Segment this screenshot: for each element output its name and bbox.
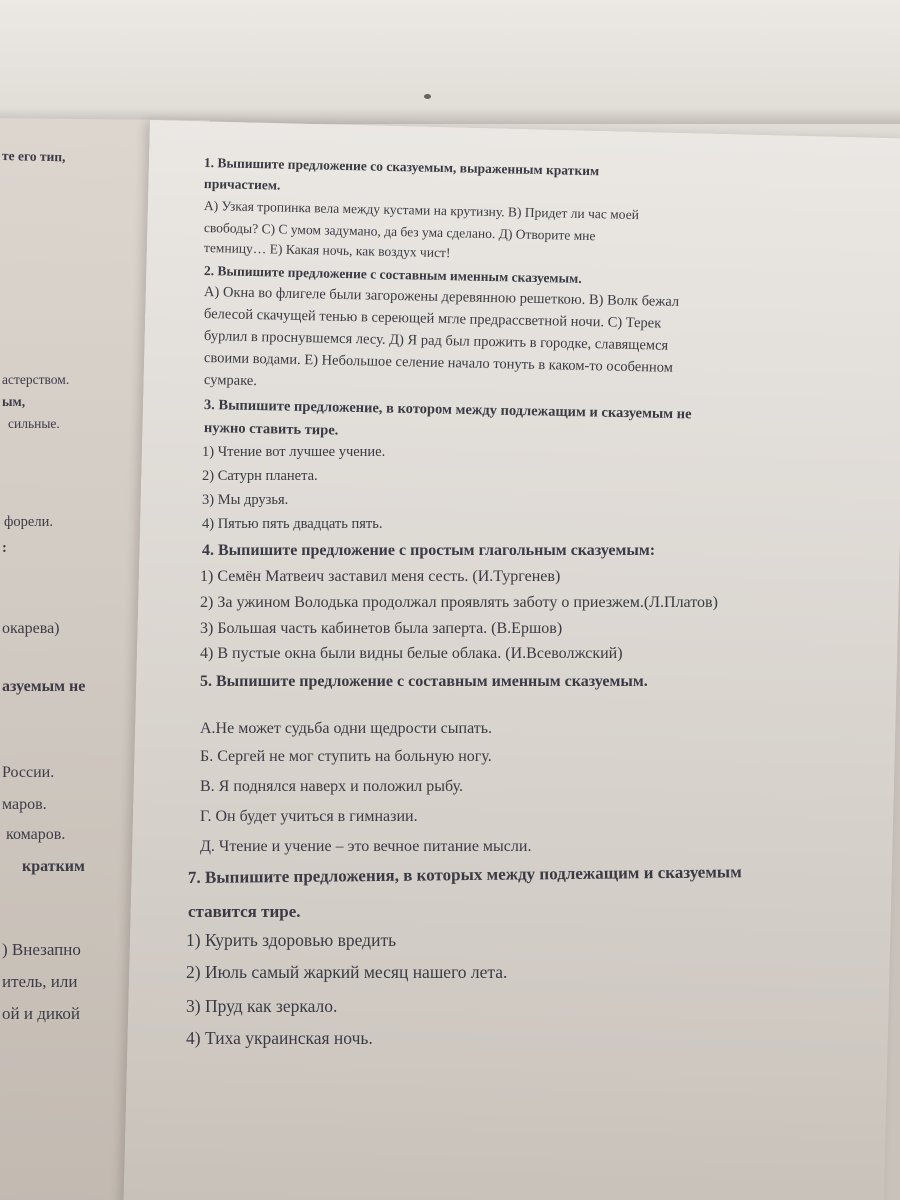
left-fragment: окарева) xyxy=(2,620,60,637)
task-7-option: 2) Июль самый жаркий месяц нашего лета. xyxy=(186,962,508,982)
task-7-option: 4) Тиха украинская ночь. xyxy=(186,1028,373,1048)
task-5-heading: 5. Выпишите предложение с составным именным сказуемым. xyxy=(200,673,648,690)
task-3-heading: 3. Выпишите предложение, в котором между подлежащим и сказуемым не xyxy=(203,397,692,423)
task-5-option: Д. Чтение и учение – это вечное питание мысли. xyxy=(200,838,532,855)
left-fragment: сильные. xyxy=(8,416,60,431)
left-fragment: итель, или xyxy=(2,972,78,991)
task-3-option: 4) Пятью пять двадцать пять. xyxy=(202,516,383,532)
left-fragment: астерством. xyxy=(2,372,70,387)
task-3-option: 3) Мы друзья. xyxy=(202,492,289,508)
left-fragment: комаров. xyxy=(6,826,66,843)
left-fragment: ой и дикой xyxy=(2,1004,80,1023)
task-3-option: 2) Сатурн планета. xyxy=(202,468,318,484)
task-2-option-line: А) Окна во флигеле были загорожены деревянною решеткою. В) Волк бежал xyxy=(203,284,680,310)
left-fragment: те его тип, xyxy=(1,148,66,165)
task-1-heading-cont: причастием. xyxy=(203,176,281,193)
task-1-option-line: А) Узкая тропинка вела между кустами на крутизну. В) Придет ли час моей xyxy=(203,198,640,223)
task-5-option: А.Не может судьба одни щедрости сыпать. xyxy=(200,720,493,737)
task-2-heading: 2. Выпишите предложение с составным именным сказуемым. xyxy=(203,263,582,286)
wall-mark xyxy=(424,94,431,99)
left-fragment: маров. xyxy=(2,796,47,813)
task-2-option-line: своими водами. Е) Небольшое селение начало тонуть в каком-то особенном xyxy=(203,350,674,376)
task-2-option-line: сумраке. xyxy=(203,372,258,390)
task-4-option: 4) В пустые окна были видны белые облака. (И.Всеволжский) xyxy=(200,645,623,662)
task-2-option-line: белесой скачущей тенью в сереющей мгле предрассветной ночи. С) Терек xyxy=(203,306,662,332)
task-5-option: Б. Сергей не мог ступить на больную ногу. xyxy=(200,748,492,765)
left-fragment: форели. xyxy=(4,514,53,530)
task-1-option-line: темницу… Е) Какая ночь, как воздух чист! xyxy=(203,240,451,261)
task-4-option: 2) За ужином Володька продолжал проявлять заботу о приезжем.(Л.Платов) xyxy=(200,594,718,611)
left-fragment: ым, xyxy=(2,394,26,409)
task-3-heading-cont: нужно ставить тире. xyxy=(203,420,339,439)
task-4-heading: 4. Выпишите предложение с простым глагольным сказуемым: xyxy=(202,542,656,559)
task-2-option-line: бурлил в проснувшемся лесу. Д) Я рад был прожить в городке, славящемся xyxy=(203,328,669,354)
task-1-heading: 1. Выпишите предложение со сказуемым, выраженным кратким xyxy=(203,155,600,179)
task-7-option: 3) Пруд как зеркало. xyxy=(186,996,338,1016)
task-5-option: В. Я поднялся наверх и положил рыбу. xyxy=(200,778,463,795)
left-fragment: азуемым не xyxy=(2,678,86,695)
left-fragment: кратким xyxy=(22,858,85,875)
task-7-heading-cont: ставится тире. xyxy=(188,902,301,921)
left-fragment: ) Внезапно xyxy=(2,940,81,959)
left-fragment: России. xyxy=(2,764,55,781)
task-7-option: 1) Курить здоровью вредить xyxy=(186,930,397,950)
task-4-option: 3) Большая часть кабинетов была заперта. (В.Ершов) xyxy=(200,620,563,637)
task-7-heading: 7. Выпишите предложения, в которых между подлежащим и сказуемым xyxy=(187,862,742,887)
task-4-option: 1) Семён Матвеич заставил меня сесть. (И.Тургенев) xyxy=(200,568,561,585)
task-1-option-line: свободы? С) С умом задумано, да без ума сделано. Д) Отворите мне xyxy=(203,220,596,244)
task-3-option: 1) Чтение вот лучшее учение. xyxy=(202,444,386,460)
task-5-option: Г. Он будет учиться в гимназии. xyxy=(200,808,418,825)
left-fragment: : xyxy=(2,540,7,556)
